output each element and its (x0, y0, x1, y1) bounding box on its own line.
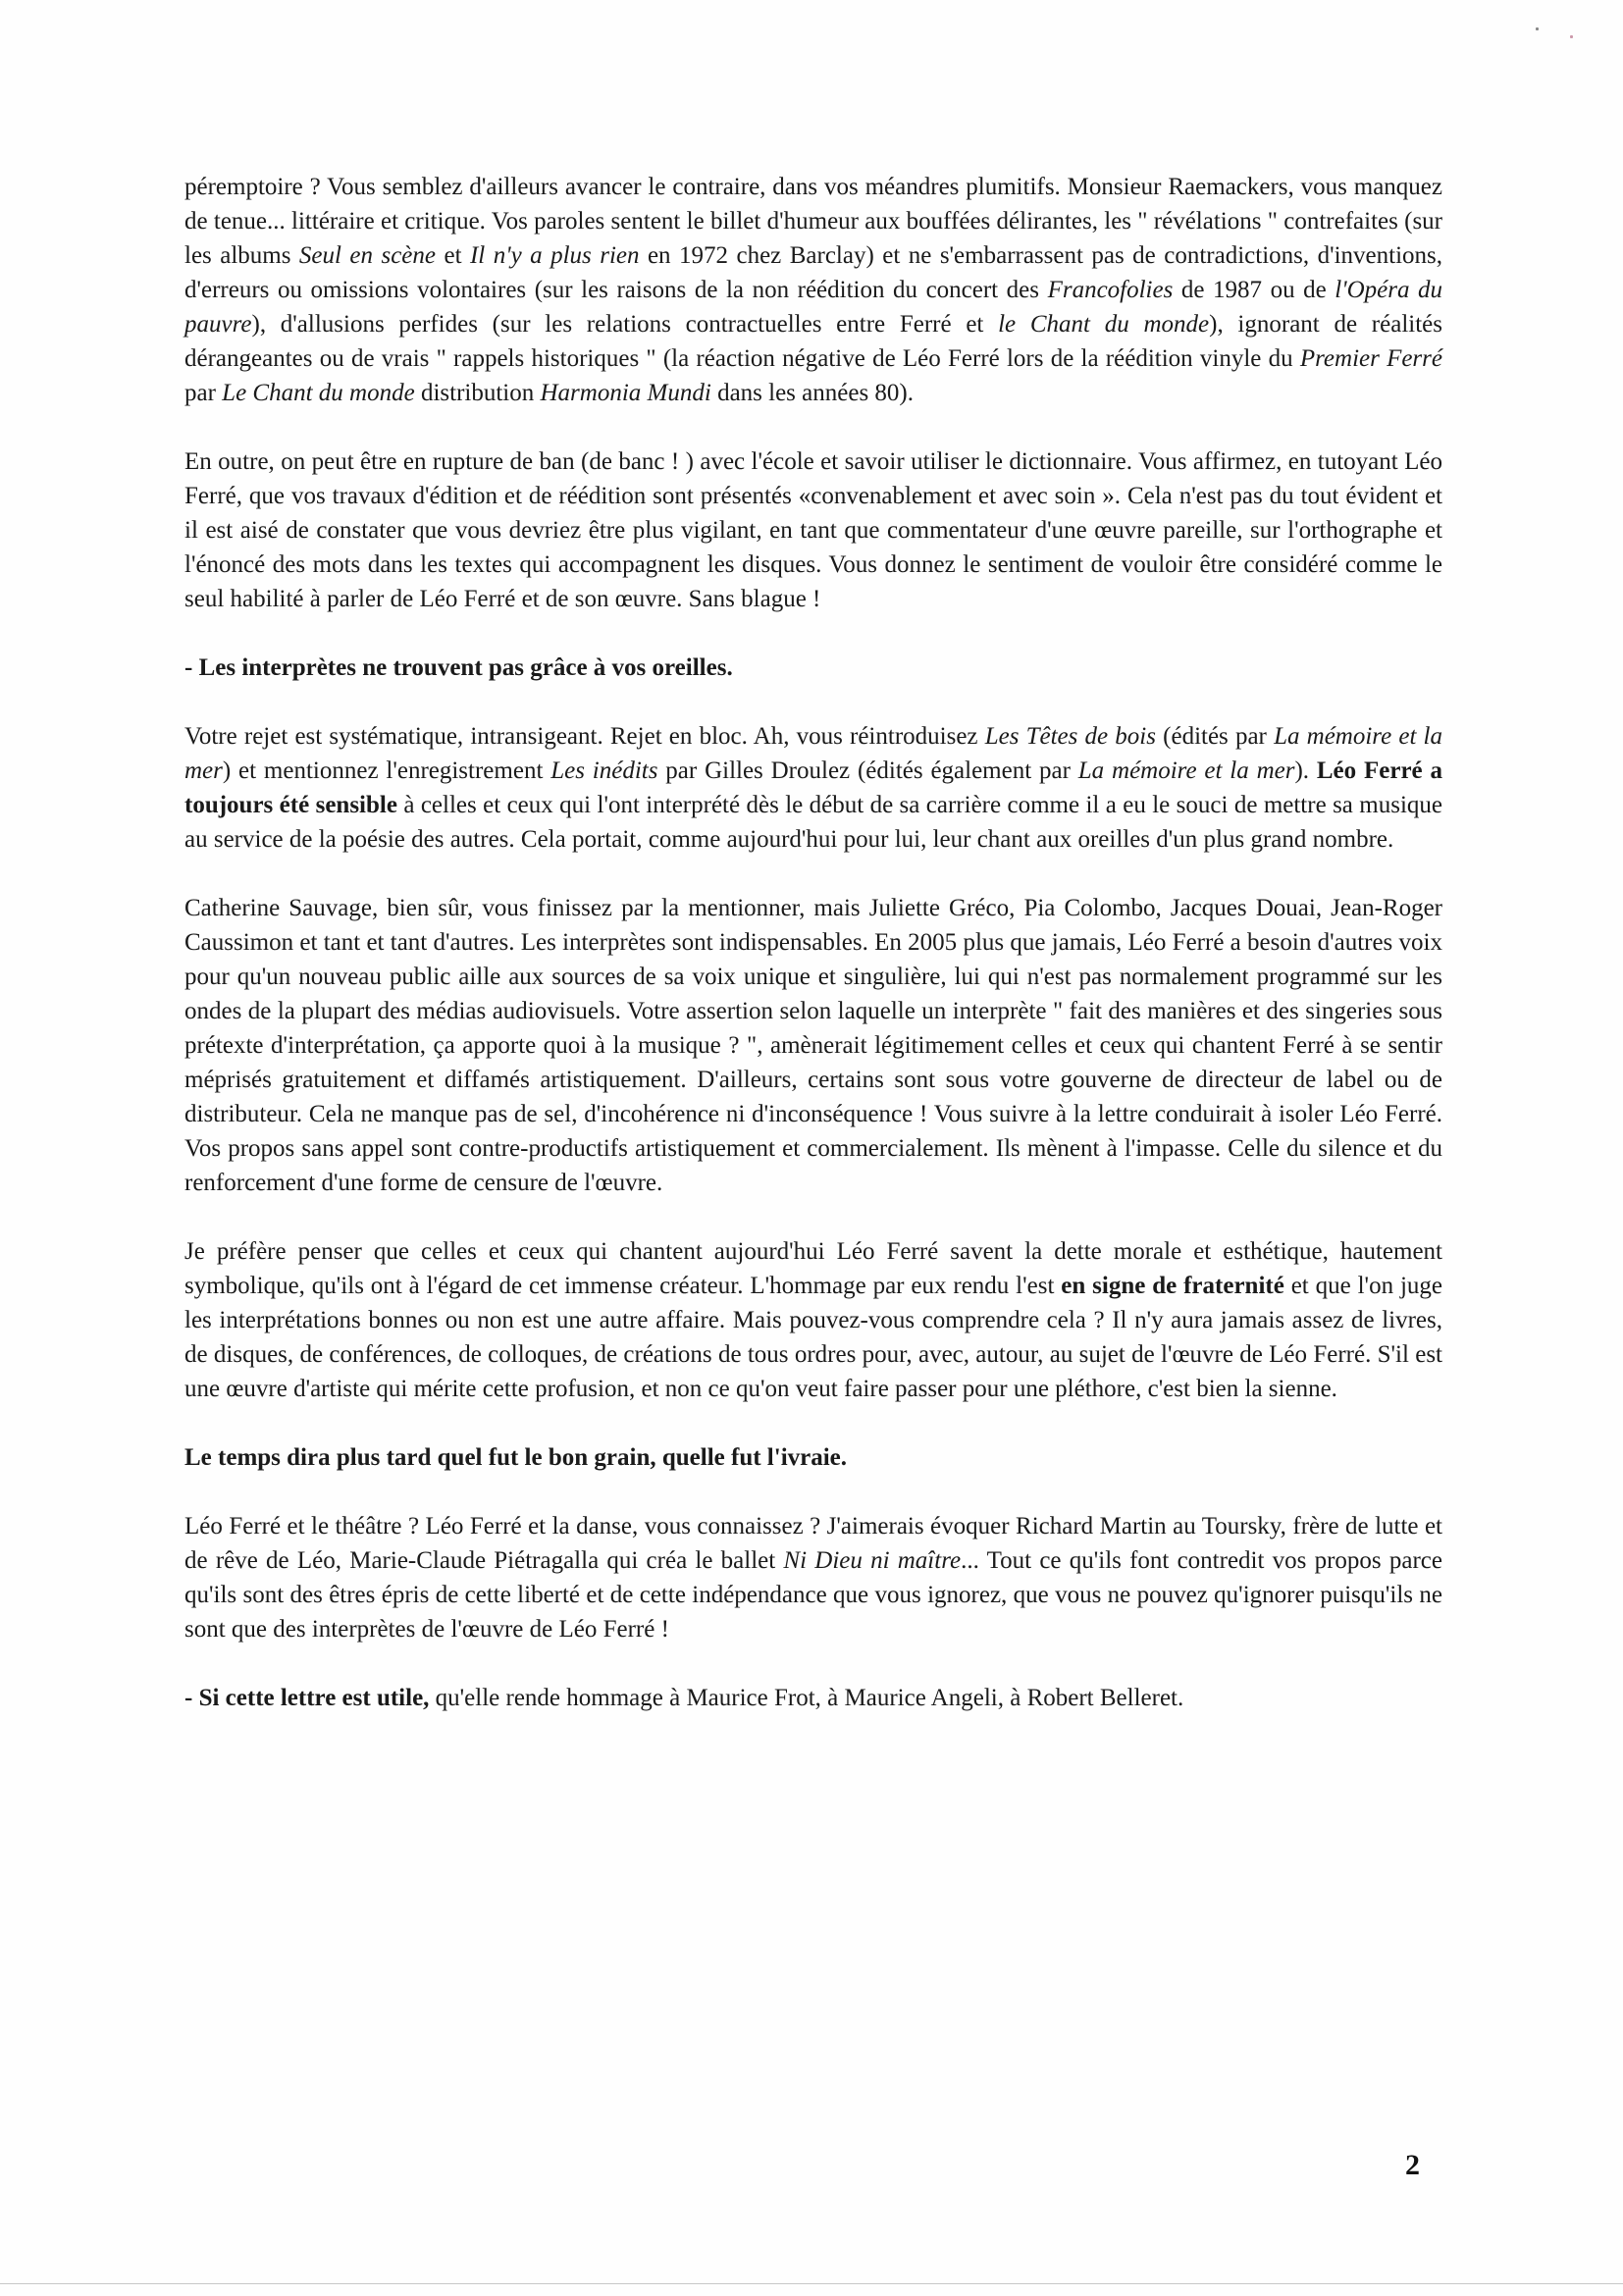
text-run: en 1972 chez Barclay) et ne s'embarrassent pas de contradictions, d'inventions, d'erreurs ou omissions volontaires (sur les raisons de la non réédition du concert des (184, 242, 1442, 303)
italic-text-run: Seul en scène (298, 242, 437, 269)
text-run: (édités par (1155, 723, 1275, 750)
italic-text-run: l'Opéra du pauvre (184, 277, 1443, 338)
text-run: distribution (414, 380, 541, 406)
paragraph-critique-raemackers (184, 170, 1442, 410)
italic-text-run: Les inédits (550, 757, 658, 784)
italic-text-run: Il n'y a plus rien (469, 242, 640, 269)
paragraph-dictionnaire (184, 444, 1442, 616)
text-run: ), d'allusions perfides (sur les relations contractuelles entre Ferré et (251, 311, 999, 338)
letter-body (184, 170, 1442, 1749)
text-run: Votre rejet est systématique, intransigeant. Rejet en bloc. Ah, vous réintroduisez (184, 723, 985, 750)
text-run: par (184, 380, 223, 406)
paragraph-catherine-sauvage (184, 891, 1442, 1200)
paragraph-theatre-danse (184, 1509, 1442, 1646)
bold-text-run: - Les interprètes ne trouvent pas grâce à vos oreilles. (184, 654, 733, 681)
scan-artifact-dot (1536, 27, 1539, 30)
text-run: Je préfère penser que celles et ceux qui chantent aujourd'hui Léo Ferré savent la dette morale et esthétique, hautement symbolique, qu'ils ont à l'égard de cet immense créateur. L'hommage par eux rendu l'est (184, 1238, 1442, 1299)
text-run: En outre, on peut être en rupture de ban (de banc ! ) avec l'école et savoir utiliser le dictionnaire. Vous affirmez, en tutoyant Léo Ferré, que vos travaux d'édition et de réédition sont présentés «convenablement et avec soin ». Cela n'est pas du tout évident et il est aisé de constater que vous devriez être plus vigilant, en tant que commentateur d'une œuvre pareille, sur l'orthographe et l'énoncé des mots dans les textes qui accompagnent les disques. Vous donnez le sentiment de vouloir être considéré comme le seul habilité à parler de Léo Ferré et de son œuvre. Sans blague ! (184, 448, 1442, 612)
text-run: qu'elle rende hommage à Maurice Frot, à Maurice Angeli, à Robert Belleret. (429, 1685, 1184, 1711)
bold-text-run: - Si cette lettre est utile, (184, 1685, 430, 1711)
text-run: ), ignorant de réalités dérangeantes ou de vrais " rappels historiques " (la réaction négative de Léo Ferré lors de la réédition vinyle du (184, 311, 1442, 372)
text-run: et que l'on juge les interprétations bonnes ou non est une autre affaire. Mais pouvez-vous comprendre cela ? Il n'y aura jamais assez de livres, de disques, de conférences, de colloques, de créations de tous ordres pour, avec, autour, au sujet de l'œuvre de Léo Ferré. S'il est une œuvre d'artiste qui mérite cette profusion, et non ce qu'on veut faire passer pour une pléthore, c'est bien la sienne. (184, 1273, 1442, 1402)
page-number: 2 (1405, 2149, 1420, 2181)
text-run: dans les années 80). (710, 380, 915, 406)
italic-text-run: Les Têtes de bois (984, 723, 1156, 750)
text-run: par Gilles Droulez (édités également par (657, 757, 1078, 784)
italic-text-run: Ni Dieu ni maître (783, 1547, 962, 1574)
italic-text-run: La mémoire et la mer (1077, 757, 1295, 784)
section-heading-bon-grain (184, 1440, 1442, 1475)
text-run: à celles et ceux qui l'ont interprété dès le début de sa carrière comme il a eu le souci de mettre sa musique au service de la poésie des autres. Cela portait, comme aujourd'hui pour lui, leur chant aux oreilles d'un plus grand nombre. (184, 792, 1443, 853)
text-run: de 1987 ou de (1173, 277, 1335, 303)
paragraph-fraternite (184, 1234, 1442, 1406)
italic-text-run: Francofolies (1047, 277, 1174, 303)
text-run: ) et mentionnez l'enregistrement (222, 757, 551, 784)
text-run: Léo Ferré et le théâtre ? Léo Ferré et la danse, vous connaissez ? J'aimerais évoquer Richard Martin au Toursky, frère de lutte et de rêve de Léo, Marie-Claude Piétragalla qui créa le ballet (184, 1513, 1442, 1574)
bold-text-run: Léo Ferré a toujours été sensible (184, 757, 1442, 818)
scan-edge-line (0, 2283, 1623, 2284)
bold-text-run: Le temps dira plus tard quel fut le bon grain, quelle fut l'ivraie. (184, 1444, 848, 1471)
text-run: ). (1294, 757, 1317, 784)
scan-artifact-dot (1570, 35, 1573, 38)
paragraph-hommage (184, 1681, 1442, 1715)
paragraph-rejet (184, 719, 1442, 857)
italic-text-run: Premier Ferré (1299, 345, 1442, 372)
text-run: Catherine Sauvage, bien sûr, vous finissez par la mentionner, mais Juliette Gréco, Pia Colombo, Jacques Douai, Jean-Roger Caussimon et tant et tant d'autres. Les interprètes sont indispensables. En 2005 plus que jamais, Léo Ferré a besoin d'autres voix pour qu'un nouveau public aille aux sources de sa voix unique et singulière, lui qui n'est pas normalement programmé sur les ondes de la plupart des médias audiovisuels. Votre assertion selon laquelle un interprète " fait des manières et des singeries sous prétexte d'interprétation, ça apporte quoi à la musique ? ", amènerait légitimement celles et ceux qui chantent Ferré à se sentir méprisés gratuitement et diffamés artistiquement. D'ailleurs, certains sont sous votre gouverne de directeur de label ou de distributeur. Cela ne manque pas de sel, d'incohérence ni d'inconséquence ! Vous suivre à la lettre conduirait à isoler Léo Ferré. Vos propos sans appel sont contre-productifs artistiquement et commercialement. Ils mènent à l'impasse. Celle du silence et du renforcement d'une forme de censure de l'œuvre. (184, 895, 1442, 1196)
bold-text-run: en signe de fraternité (1061, 1273, 1284, 1299)
text-run: ... Tout ce qu'ils font contredit vos propos parce qu'ils sont des êtres épris de cette liberté et de cette indépendance que vous ignorez, que vous ne pouvez qu'ignorer puisqu'ils ne sont que des interprètes de l'œuvre de Léo Ferré ! (184, 1547, 1442, 1643)
text-run: péremptoire ? Vous semblez d'ailleurs avancer le contraire, dans vos méandres plumitifs. Monsieur Raemackers, vous manquez de tenue... littéraire et critique. Vos paroles sentent le billet d'humeur aux bouffées délirantes, les " révélations " contrefaites (sur les albums (184, 174, 1442, 269)
italic-text-run: La mémoire et la mer (184, 723, 1443, 784)
section-heading-interpretes (184, 651, 1442, 685)
italic-text-run: Le Chant du monde (222, 380, 415, 406)
text-run: et (436, 242, 470, 269)
italic-text-run: Harmonia Mundi (540, 380, 711, 406)
italic-text-run: le Chant du monde (998, 311, 1210, 338)
